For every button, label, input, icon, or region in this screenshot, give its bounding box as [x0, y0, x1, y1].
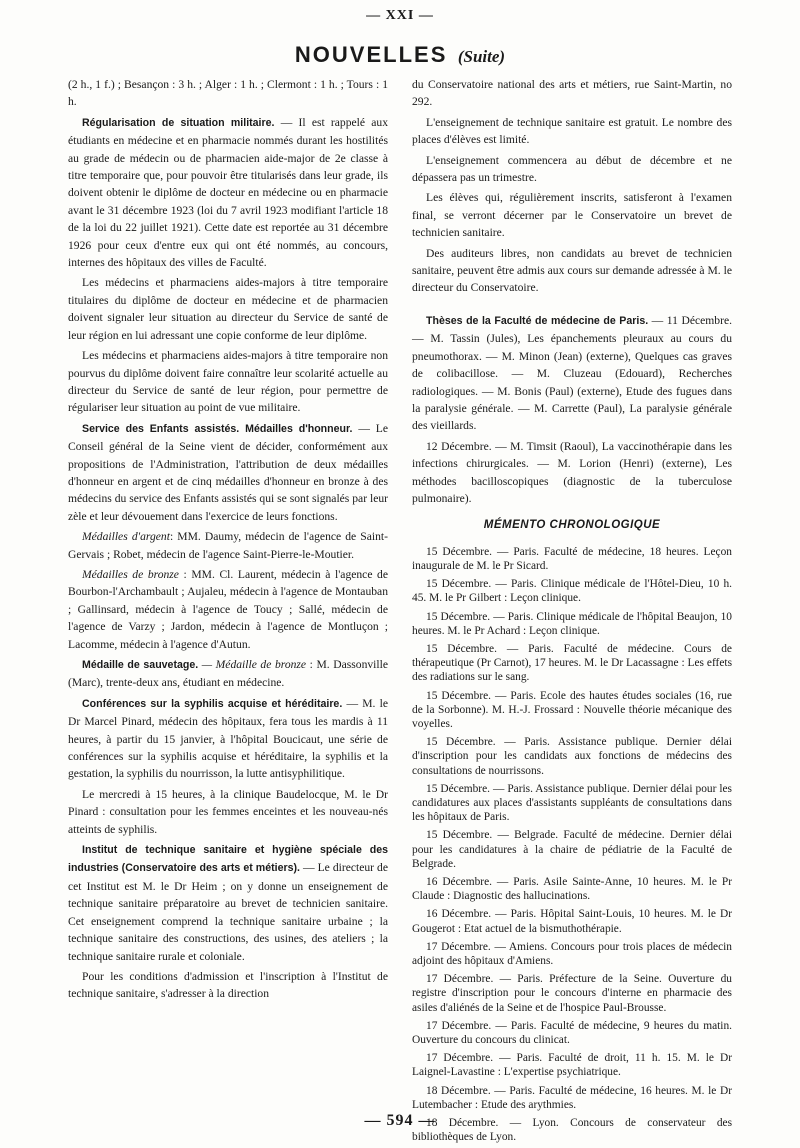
- news-heading: Thèses de la Faculté de médecine de Paris.: [426, 314, 649, 327]
- memento-entry: 15 Décembre. — Paris. Faculté de médecine, 18 heures. Leçon inaugurale de M. le Pr Sicard.: [412, 545, 732, 572]
- italic-label: Médailles d'argent: [82, 530, 170, 544]
- memento-entry: 15 Décembre. — Paris. Faculté de médecine. Cours de thérapeutique (Pr Carnot), 17 heures. M. le Dr Lacassagne : Les effets des radiations sur le sang.: [412, 642, 732, 684]
- memento-entry: 17 Décembre. — Paris. Faculté de médecine, 9 heures du matin. Ouverture du concours du clinicat.: [412, 1019, 732, 1047]
- news-heading: Conférences sur la syphilis acquise et héréditaire.: [82, 697, 343, 710]
- right-column: [412, 76, 732, 1148]
- memento-title: MÉMENTO CHRONOLOGIQUE: [483, 519, 661, 532]
- paragraph: L'enseignement commencera au début de décembre et ne dépassera pas un trimestre.: [412, 153, 732, 185]
- paragraph: (2 h., 1 f.) ; Besançon : 3 h. ; Alger : 1 h. ; Clermont : 1 h. ; Tours : 1 h.: [68, 78, 388, 109]
- memento-entry: 16 Décembre. — Paris. Hôpital Saint-Louis, 10 heures. M. le Dr Gougerot : Etat actuel de la bismuthothérapie.: [412, 908, 732, 935]
- memento-entry: 15 Décembre. — Paris. Assistance publique. Dernier délai d'inscription pour les candidats aux fonctions de médecins des consultations de nourrissons.: [412, 736, 732, 777]
- left-column: [68, 76, 388, 1006]
- section-title: [0, 42, 800, 68]
- paragraph: du Conservatoire national des arts et métiers, rue Saint-Martin, no 292.: [412, 78, 732, 109]
- news-heading: Médaille de sauvetage.: [82, 659, 199, 671]
- memento-entry: 17 Décembre. — Paris. Faculté de droit, 11 h. 15. M. le Dr Laignel-Lavastine : L'expertise psychiatrique.: [412, 1052, 732, 1079]
- italic-label: — Médaille de bronze: [198, 658, 307, 671]
- paragraph: [68, 114, 388, 272]
- news-heading: Service des Enfants assistés. Médailles d'honneur.: [82, 422, 353, 435]
- news-heading: Institut de technique sanitaire et hygiène spéciale des industries (Conservatoire des arts et métiers).: [68, 844, 388, 875]
- memento-entry: 15 Décembre. — Paris. Assistance publique. Dernier délai pour les candidatures aux places d'assistants suppléants de consultations dans les hôpitaux de Paris.: [412, 782, 732, 824]
- paragraph: [68, 566, 388, 653]
- paragraph: 12 Décembre. — M. Timsit (Raoul), La vaccinothérapie dans les infections chirurgicales. — M. Lorion (Henri) (externe), Les méthodes bacilloscopiques (diagnostic de la tuberculose pulmonaire).: [412, 439, 732, 505]
- news-text: : MM. Cl. Laurent, médecin à l'agence de Bourbon-l'Archambault ; Aujaleu, médecin à l'agence de Montauban ; Gallinsard, médecin à l'agence de Toucy ; Sallé, médecin de l'agence de Varzy ; Jardon, médecin à l'agence de Montluçon ; Lacomme, médecin à l'agence d'Autun.: [68, 567, 389, 651]
- section-gap: [412, 300, 732, 312]
- news-text: — M. le Dr Marcel Pinard, médecin des hôpitaux, fera tous les mardis à 11 heures, à partir du 15 janvier, à l'hôpital Boucicaut, une série de conférences sur la syphilis acquise et héréditaire, la syphilis et la gestation, la syphilis du nourrisson, la lutte antisyphilitique.: [68, 696, 388, 781]
- paragraph: Des auditeurs libres, non candidats au brevet de technicien sanitaire, peuvent être admis aux cours sur demande adressée à M. le directeur du Conservatoire.: [412, 246, 732, 295]
- news-text: : MM. Daumy, médecin de l'agence de Saint-Gervais ; Robet, médecin de l'agence Saint-Pierre-le-Moutier.: [68, 530, 388, 561]
- paragraph: Pour les conditions d'admission et l'inscription à l'Institut de technique sanitaire, s'adresser à la direction: [68, 969, 388, 1001]
- memento-entry: 17 Décembre. — Paris. Préfecture de la Seine. Ouverture du registre d'inscription pour le concours d'interne en pharmacie des asiles d'aliénés de la Seine et de l'hospice Paul-Brousse.: [412, 973, 732, 1014]
- memento-entry: 15 Décembre. — Paris. Clinique médicale de l'Hôtel-Dieu, 10 h. 45. M. le Pr Gilbert : Leçon clinique.: [412, 578, 732, 605]
- page-folio: — 594 —: [364, 1112, 436, 1129]
- news-text: — Le Conseil général de la Seine vient de décider, conformément aux propositions de l'Administration, l'attribution de deux médailles d'honneur en argent et de cinq médailles d'honneur en bronze à des médecins du service des Enfants assistés qui se sont signalés par leur zèle et leur dévouement dans l'exercice de leurs fonctions.: [68, 421, 388, 523]
- news-text: — 11 Décembre. — M. Tassin (Jules), Les épanchements pleuraux au cours du pneumothorax. — M. Minon (Jean) (externe), Quelques cas graves de colibacillose. — M. Cluzeau (Edouard), Recherches radiologiques. — M. Bonis (Paul) (externe), Etude des fugues dans la paralysie générale. — M. Carrette (Paul), La paralysie générale des vieillards.: [412, 313, 733, 433]
- news-heading: Régularisation de situation militaire.: [82, 116, 275, 129]
- paragraph: [68, 695, 388, 783]
- paragraph: Les médecins et pharmaciens aides-majors à titre temporaire titulaires du diplôme de docteur en médecine et de pharmacien doivent signaler leur situation au directeur du Service de santé de leur région en lui adressant une copie conforme de leur diplôme.: [68, 276, 388, 342]
- memento-list: [412, 545, 732, 1145]
- section-title-suite: (Suite): [457, 47, 506, 66]
- paragraph: Le mercredi à 15 heures, à la clinique Baudelocque, M. le Dr Pinard : consultation pour les femmes enceintes et les nouveau-nés atteints de syphilis.: [68, 787, 388, 836]
- memento-entry: 18 Décembre. — Lyon. Concours de conservateur des bibliothèques de Lyon.: [412, 1117, 732, 1144]
- paragraph: [68, 656, 388, 692]
- roman-page-number: — XXI —: [366, 8, 434, 23]
- memento-entry: 15 Décembre. — Paris. Ecole des hautes études sociales (16, rue de la Sorbonne). M. H.-J. Frossard : Nouvelle théorie mécanique des voyelles.: [412, 689, 732, 730]
- paragraph: [412, 312, 732, 435]
- paragraph: Les médecins et pharmaciens aides-majors à titre temporaire non pourvus du diplôme doivent faire connaître leur scolarité actuelle au directeur du Service de santé de leur région, pour permettre de régulariser leur situation au point de vue militaire.: [68, 349, 388, 415]
- paragraph: L'enseignement de technique sanitaire est gratuit. Le nombre des places d'élèves est limité.: [412, 115, 732, 147]
- news-text: — Le directeur de cet Institut est M. le Dr Heim ; on y donne un enseignement de technique sanitaire préparatoire au brevet de technicien sanitaire. Cet enseignement comprend la technique sanitaire urbaine ; la technique sanitaire des constructions, des usines, des ateliers ; la technique sanitaire rurale et coloniale.: [68, 861, 388, 963]
- memento-entry: 18 Décembre. — Paris. Faculté de médecine, 16 heures. M. le Dr Lutembacher : Etude des arythmies.: [412, 1084, 732, 1111]
- memento-entry: 17 Décembre. — Amiens. Concours pour trois places de médecin adjoint des hôpitaux d'Amiens.: [412, 940, 732, 968]
- paragraph: [68, 528, 388, 563]
- memento-entry: 15 Décembre. — Belgrade. Faculté de médecine. Dernier délai pour les candidatures à la chaire de pédiatrie de la Faculté de Belgrade.: [412, 829, 732, 870]
- news-text: : M. Dassonville (Marc), trente-deux ans, étudiant en médecine.: [68, 658, 388, 690]
- paragraph: [68, 420, 388, 525]
- memento-entry: 16 Décembre. — Paris. Asile Sainte-Anne, 10 heures. M. le Pr Claude : Diagnostic des hallucinations.: [412, 876, 732, 903]
- paragraph: [68, 841, 388, 965]
- section-title-main: NOUVELLES: [294, 42, 448, 67]
- italic-label: Médailles de bronze: [82, 567, 179, 581]
- memento-entry: 15 Décembre. — Paris. Clinique médicale de l'hôpital Beaujon, 10 heures. M. le Pr Achard : Leçon clinique.: [412, 610, 732, 637]
- news-text: — Il est rappelé aux étudiants en médecine et en pharmacie nommés durant les hostilités au grade de médecin ou de pharmacien aide-major de 2e classe à titre temporaire que, pour pouvoir être titularisés dans leur grade, ils doivent obtenir le diplôme de docteur en médecine ou en pharmacie avant le 31 décembre 1923 (loi du 7 avril 1923 modifiant l'article 18 de la loi du 22 juillet 1921). Cette date est reportée au 31 décembre 1926 pour ceux d'entre eux qui ont été nommés, au concours, internes des hôpitaux des villes de Faculté.: [68, 115, 388, 270]
- paragraph: Les élèves qui, régulièrement inscrits, satisferont à l'examen final, se verront décerner par le Conservatoire un brevet de technicien sanitaire.: [412, 191, 732, 240]
